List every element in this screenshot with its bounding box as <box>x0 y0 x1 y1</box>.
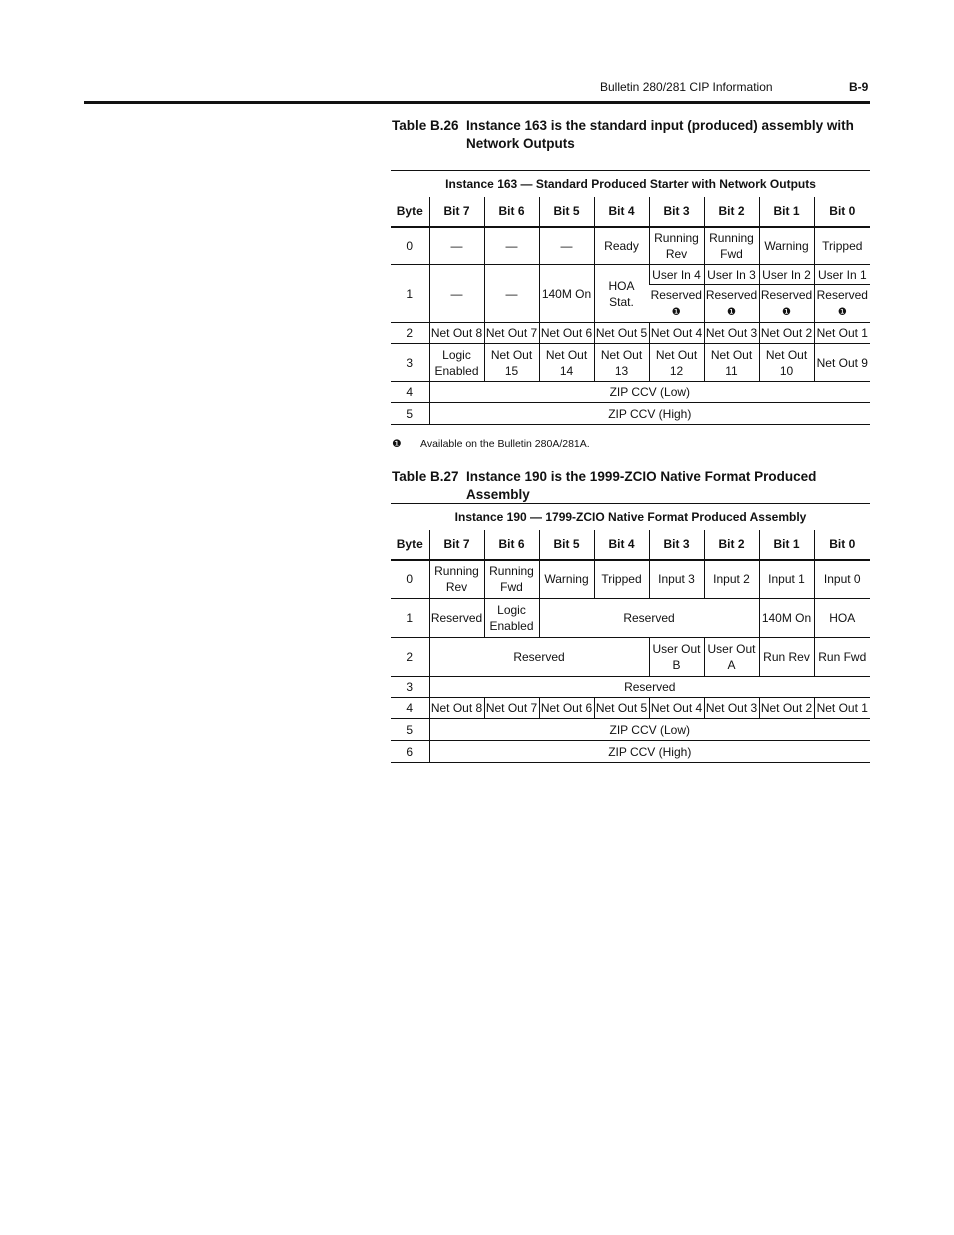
bit-cell: Tripped <box>594 560 649 599</box>
bit-cell: HOA <box>814 599 870 638</box>
byte-cell: 3 <box>391 677 429 698</box>
bit-cell: Running Fwd <box>704 227 759 265</box>
table-row <box>391 698 870 719</box>
bit-cell: Input 0 <box>814 560 870 599</box>
col-header: Bit 5 <box>539 197 594 227</box>
cell-text: Reserved <box>816 287 868 302</box>
col-header: Bit 1 <box>759 530 814 560</box>
bit-cell: Warning <box>759 227 814 265</box>
table-b27-label: Table B.27 <box>392 469 459 484</box>
bit-cell: Run Rev <box>759 638 814 677</box>
byte-cell: 4 <box>391 382 429 403</box>
byte-cell: 1 <box>391 599 429 638</box>
bit-cell: User In 1 <box>814 265 870 285</box>
bit-cell: User Out A <box>704 638 759 677</box>
bit-cell: User In 2 <box>759 265 814 285</box>
span-cell: Reserved <box>429 638 649 677</box>
footnote-mark: ❶ <box>837 306 847 318</box>
table-row <box>391 344 870 382</box>
bit-cell: Input 2 <box>704 560 759 599</box>
table-row <box>391 741 870 763</box>
col-header: Bit 0 <box>814 530 870 560</box>
cell-text: Reserved <box>650 287 702 302</box>
span-cell: ZIP CCV (Low) <box>429 719 870 741</box>
byte-cell: 5 <box>391 403 429 425</box>
footnote <box>392 438 590 450</box>
table-b26-title-text: Instance 163 is the standard input (produced) assembly with Network Outputs <box>466 118 854 151</box>
bit-cell: Net Out 11 <box>704 344 759 382</box>
table-b26-label: Table B.26 <box>392 118 459 133</box>
bit-cell: Net Out 6 <box>539 323 594 344</box>
bit-cell <box>759 285 814 323</box>
byte-cell: 0 <box>391 560 429 599</box>
col-header: Bit 2 <box>704 197 759 227</box>
bit-cell: Logic Enabled <box>484 599 539 638</box>
byte-cell: 4 <box>391 698 429 719</box>
bit-cell: Net Out 12 <box>649 344 704 382</box>
table-b27 <box>391 503 870 763</box>
cell-text: Reserved <box>705 287 758 302</box>
bit-cell: Net Out 7 <box>484 323 539 344</box>
bit-cell: Net Out 1 <box>814 698 870 719</box>
bit-cell: Logic Enabled <box>429 344 484 382</box>
bit-cell: Net Out 8 <box>429 698 484 719</box>
byte-cell: 2 <box>391 323 429 344</box>
col-header: Bit 1 <box>759 197 814 227</box>
bit-cell: — <box>484 227 539 265</box>
col-header: Bit 5 <box>539 530 594 560</box>
bit-cell: Input 1 <box>759 560 814 599</box>
bit-cell: HOA Stat. <box>594 265 649 323</box>
table-row <box>391 323 870 344</box>
col-header: Byte <box>391 197 429 227</box>
running-header: Bulletin 280/281 CIP Information <box>600 80 773 94</box>
table-b26 <box>391 170 870 425</box>
col-header: Bit 3 <box>649 530 704 560</box>
byte-cell: 2 <box>391 638 429 677</box>
bit-cell: Net Out 4 <box>649 323 704 344</box>
bit-cell: Running Fwd <box>484 560 539 599</box>
table-b27-title-text: Instance 190 is the 1999-ZCIO Native Format Produced Assembly <box>466 469 817 502</box>
bit-cell: Net Out 1 <box>814 323 870 344</box>
bit-cell <box>704 285 759 323</box>
bit-cell: Reserved <box>429 599 484 638</box>
table-row <box>391 638 870 677</box>
bit-cell: User Out B <box>649 638 704 677</box>
table-b26-caption: Instance 163 — Standard Produced Starter with Network Outputs <box>445 176 816 191</box>
bit-cell: Running Rev <box>649 227 704 265</box>
span-cell: ZIP CCV (High) <box>429 741 870 763</box>
col-header: Byte <box>391 530 429 560</box>
bit-cell: — <box>429 227 484 265</box>
footnote-mark: ❶ <box>392 438 402 450</box>
span-cell: Reserved <box>539 599 759 638</box>
byte-cell: 1 <box>391 265 429 323</box>
bit-cell: User In 3 <box>704 265 759 285</box>
col-header: Bit 6 <box>484 197 539 227</box>
footnote-mark: ❶ <box>671 306 681 318</box>
byte-cell: 6 <box>391 741 429 763</box>
col-header: Bit 7 <box>429 530 484 560</box>
col-header: Bit 0 <box>814 197 870 227</box>
bit-cell: Net Out 15 <box>484 344 539 382</box>
col-header: Bit 2 <box>704 530 759 560</box>
bit-cell: Net Out 13 <box>594 344 649 382</box>
bit-cell: 140M On <box>539 265 594 323</box>
col-header: Bit 4 <box>594 197 649 227</box>
bit-cell: Ready <box>594 227 649 265</box>
footnote-text: Available on the Bulletin 280A/281A. <box>420 438 590 450</box>
byte-cell: 5 <box>391 719 429 741</box>
bit-cell: — <box>429 265 484 323</box>
table-row <box>391 677 870 698</box>
byte-cell: 3 <box>391 344 429 382</box>
table-row <box>391 265 870 285</box>
bit-cell: Net Out 10 <box>759 344 814 382</box>
bit-cell: Net Out 2 <box>759 698 814 719</box>
footnote-mark: ❶ <box>782 306 791 318</box>
bit-cell: Tripped <box>814 227 870 265</box>
bit-cell: Net Out 7 <box>484 698 539 719</box>
table-row <box>391 227 870 265</box>
bit-cell: Net Out 4 <box>649 698 704 719</box>
table-row <box>391 719 870 741</box>
table-row <box>391 382 870 403</box>
bit-cell <box>814 285 870 323</box>
bit-cell: Net Out 3 <box>704 323 759 344</box>
bit-cell: Warning <box>539 560 594 599</box>
bit-cell: Run Fwd <box>814 638 870 677</box>
table-b27-caption: Instance 190 — 1799-ZCIO Native Format Produced Assembly <box>454 509 807 524</box>
bit-cell: Net Out 9 <box>814 344 870 382</box>
table-b26-title <box>392 117 872 153</box>
bit-cell: 140M On <box>759 599 814 638</box>
span-cell: ZIP CCV (Low) <box>429 382 870 403</box>
footnote-mark: ❶ <box>727 306 736 318</box>
col-header: Bit 3 <box>649 197 704 227</box>
bit-cell: Net Out 14 <box>539 344 594 382</box>
span-cell: ZIP CCV (High) <box>429 403 870 425</box>
col-header: Bit 4 <box>594 530 649 560</box>
bit-cell: — <box>539 227 594 265</box>
header-rule <box>84 101 870 104</box>
bit-cell: Input 3 <box>649 560 704 599</box>
table-row <box>391 403 870 425</box>
bit-cell: — <box>484 265 539 323</box>
cell-text: Reserved <box>760 287 813 302</box>
span-cell: Reserved <box>429 677 870 698</box>
bit-cell: Net Out 6 <box>539 698 594 719</box>
bit-cell: User In 4 <box>649 265 704 285</box>
table-b27-title <box>392 468 872 504</box>
col-header: Bit 7 <box>429 197 484 227</box>
page-number: B-9 <box>849 80 869 94</box>
bit-cell: Net Out 3 <box>704 698 759 719</box>
bit-cell: Net Out 5 <box>594 698 649 719</box>
byte-cell: 0 <box>391 227 429 265</box>
bit-cell: Net Out 2 <box>759 323 814 344</box>
table-row <box>391 599 870 638</box>
col-header: Bit 6 <box>484 530 539 560</box>
bit-cell: Net Out 8 <box>429 323 484 344</box>
table-row <box>391 560 870 599</box>
bit-cell: Net Out 5 <box>594 323 649 344</box>
bit-cell: Running Rev <box>429 560 484 599</box>
bit-cell <box>649 285 704 323</box>
